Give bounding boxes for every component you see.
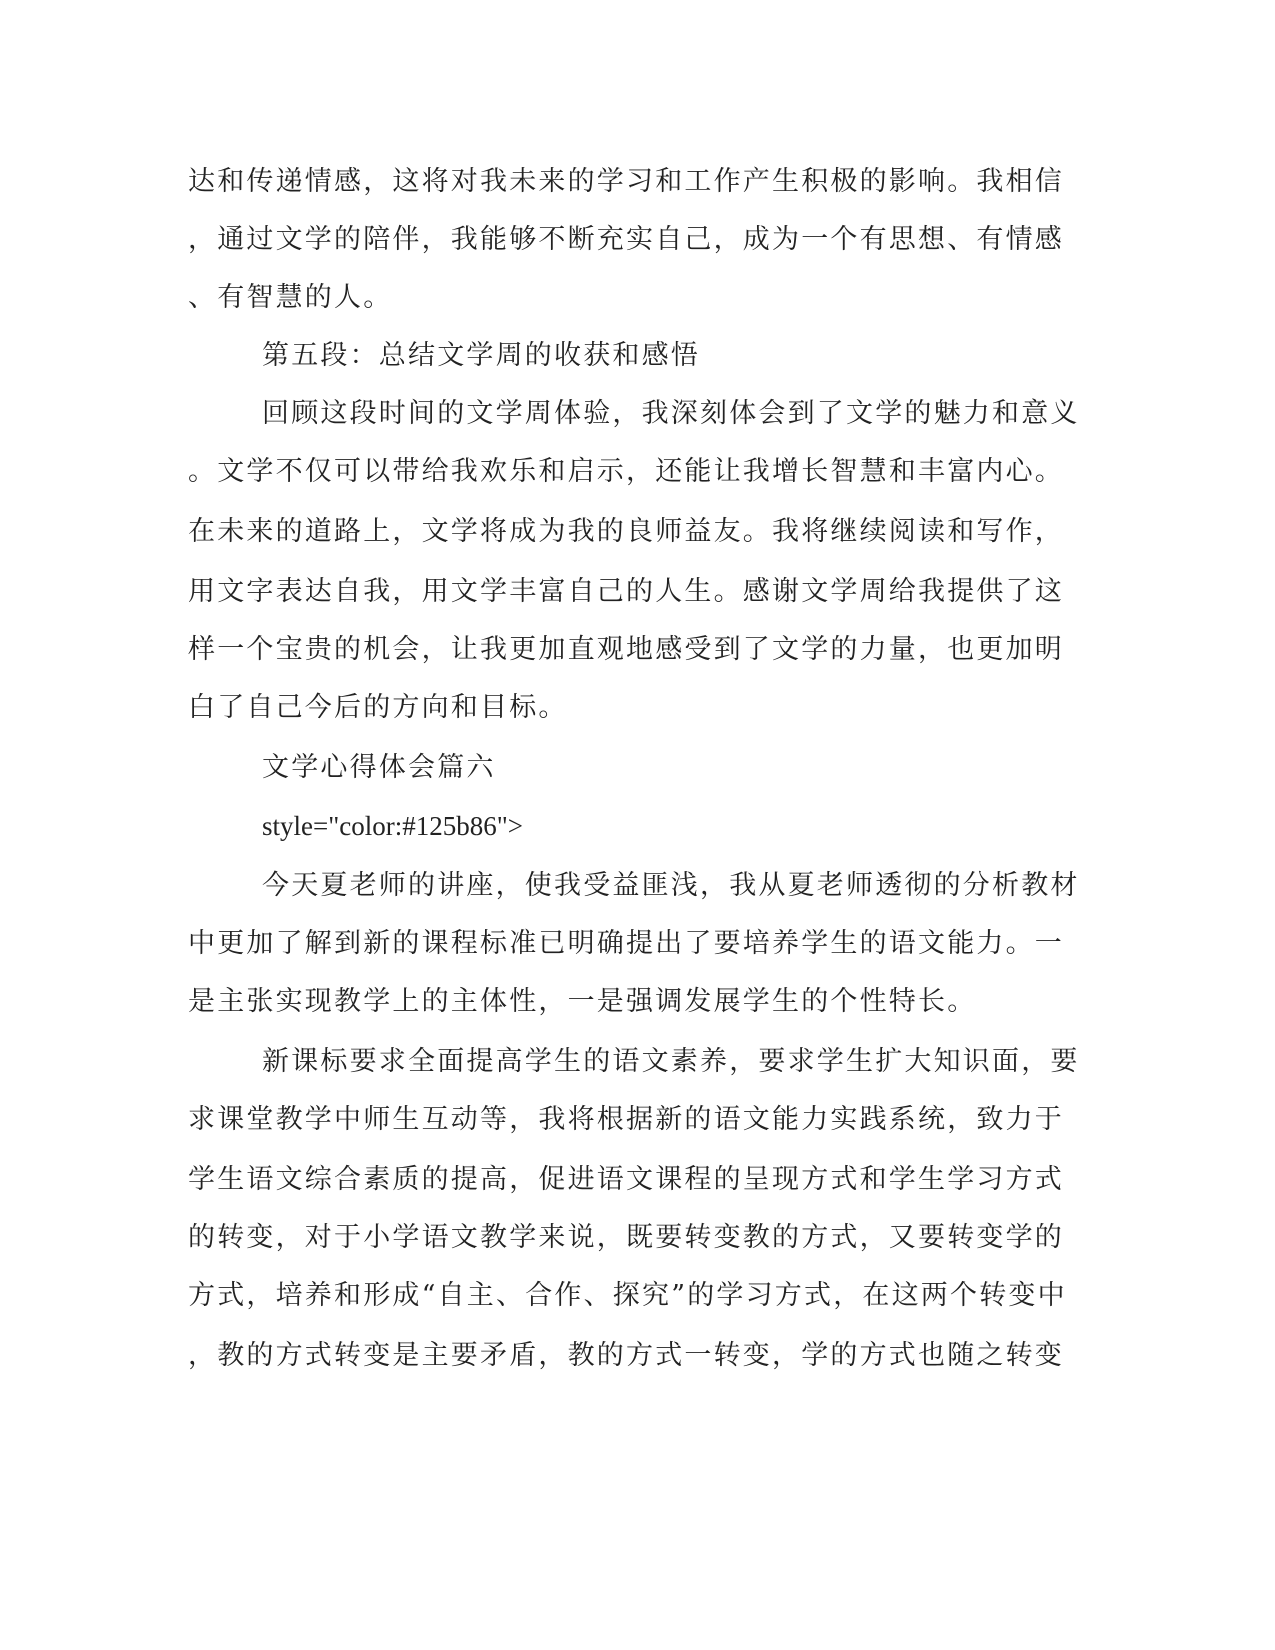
text-line: 今天夏老师的讲座，使我受益匪浅，我从夏老师透彻的分析教材 — [262, 870, 1080, 901]
text-line: 中更加了解到新的课程标准已明确提出了要培养学生的语文能力。一 — [188, 928, 1064, 959]
text-line: 的转变，对于小学语文教学来说，既要转变教的方式，又要转变学的 — [188, 1222, 1064, 1253]
text-line: 新课标要求全面提高学生的语文素养，要求学生扩大知识面，要 — [262, 1046, 1080, 1077]
text-line: 。文学不仅可以带给我欢乐和启示，还能让我增长智慧和丰富内心。 — [188, 456, 1064, 487]
text-line: 样一个宝贵的机会，让我更加直观地感受到了文学的力量，也更加明 — [188, 634, 1064, 665]
text-line: 方式，培养和形成“自主、合作、探究”的学习方式，在这两个转变中 — [188, 1280, 1067, 1311]
text-line: 达和传递情感，这将对我未来的学习和工作产生积极的影响。我相信 — [188, 166, 1064, 197]
text-line: 、有智慧的人。 — [188, 282, 393, 313]
stray-markup-text: style="color:#125b86"> — [262, 811, 523, 841]
text-line: 用文字表达自我，用文学丰富自己的人生。感谢文学周给我提供了这 — [188, 576, 1064, 607]
section-heading: 第五段：总结文学周的收获和感悟 — [262, 340, 700, 371]
section-heading: 文学心得体会篇六 — [262, 752, 496, 783]
text-line: 学生语文综合素质的提高，促进语文课程的呈现方式和学生学习方式 — [188, 1164, 1064, 1195]
text-line: 求课堂教学中师生互动等，我将根据新的语文能力实践系统，致力于 — [188, 1104, 1064, 1135]
text-line: 白了自己今后的方向和目标。 — [188, 692, 568, 723]
text-line: 是主张实现教学上的主体性，一是强调发展学生的个性特长。 — [188, 986, 977, 1017]
text-line: ，教的方式转变是主要矛盾，教的方式一转变，学的方式也随之转变 — [188, 1340, 1064, 1371]
text-line: ，通过文学的陪伴，我能够不断充实自己，成为一个有思想、有情感 — [188, 224, 1064, 255]
text-line: 回顾这段时间的文学周体验，我深刻体会到了文学的魅力和意义 — [262, 398, 1080, 429]
text-line: 在未来的道路上，文学将成为我的良师益友。我将继续阅读和写作， — [188, 516, 1064, 547]
